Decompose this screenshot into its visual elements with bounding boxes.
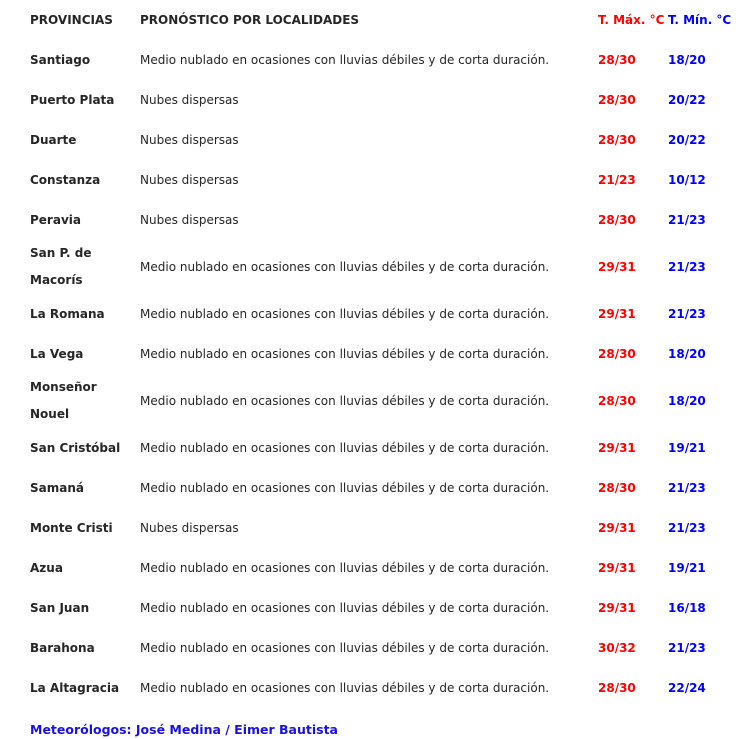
max-temp-value: 29/31 bbox=[598, 521, 636, 535]
forecast-text: Medio nublado en ocasiones con lluvias débiles y de corta duración. bbox=[140, 347, 550, 361]
province-name: Peravia bbox=[30, 212, 81, 227]
table-row bbox=[30, 628, 742, 668]
forecast-text: Medio nublado en ocasiones con lluvias débiles y de corta duración. bbox=[140, 307, 550, 321]
forecast-text: Medio nublado en ocasiones con lluvias débiles y de corta duración. bbox=[140, 561, 550, 575]
province-name: La Vega bbox=[30, 346, 84, 361]
max-temp-value: 29/31 bbox=[598, 260, 636, 274]
forecast-text: Medio nublado en ocasiones con lluvias débiles y de corta duración. bbox=[140, 260, 550, 274]
min-temp-value: 21/23 bbox=[668, 521, 706, 535]
meteorologists-credit: Meteorólogos: José Medina / Eimer Bautista bbox=[30, 722, 338, 737]
min-temp-value: 21/23 bbox=[668, 641, 706, 655]
min-temp-value: 21/23 bbox=[668, 307, 706, 321]
column-header-t-max: T. Máx. °C bbox=[598, 13, 665, 27]
province-name: Duarte bbox=[30, 132, 77, 147]
min-temp-value: 18/20 bbox=[668, 53, 706, 67]
province-name: Monseñor Nouel bbox=[30, 380, 97, 421]
forecast-text: Nubes dispersas bbox=[140, 93, 239, 107]
min-temp-value: 22/24 bbox=[668, 681, 706, 695]
table-row bbox=[30, 548, 742, 588]
max-temp-value: 29/31 bbox=[598, 441, 636, 455]
table-row bbox=[30, 508, 742, 548]
column-header-t-min: T. Mín. °C bbox=[668, 13, 732, 27]
province-name: San P. de Macorís bbox=[30, 246, 92, 287]
forecast-text: Nubes dispersas bbox=[140, 521, 239, 535]
max-temp-value: 28/30 bbox=[598, 93, 636, 107]
province-name: Monte Cristi bbox=[30, 520, 113, 535]
min-temp-value: 20/22 bbox=[668, 93, 706, 107]
table-row bbox=[30, 80, 742, 120]
max-temp-value: 29/31 bbox=[598, 561, 636, 575]
column-header-provincias: PROVINCIAS bbox=[30, 12, 113, 27]
max-temp-value: 29/31 bbox=[598, 601, 636, 615]
forecast-text: Medio nublado en ocasiones con lluvias débiles y de corta duración. bbox=[140, 681, 550, 695]
province-name: Santiago bbox=[30, 52, 91, 67]
max-temp-value: 28/30 bbox=[598, 347, 636, 361]
province-name: Azua bbox=[30, 560, 63, 575]
max-temp-value: 30/32 bbox=[598, 641, 636, 655]
forecast-text: Medio nublado en ocasiones con lluvias débiles y de corta duración. bbox=[140, 53, 550, 67]
min-temp-value: 18/20 bbox=[668, 394, 706, 408]
table-row bbox=[30, 120, 742, 160]
max-temp-value: 28/30 bbox=[598, 53, 636, 67]
forecast-text: Medio nublado en ocasiones con lluvias débiles y de corta duración. bbox=[140, 601, 550, 615]
max-temp-value: 28/30 bbox=[598, 213, 636, 227]
max-temp-value: 28/30 bbox=[598, 133, 636, 147]
min-temp-value: 18/20 bbox=[668, 347, 706, 361]
province-name: La Romana bbox=[30, 306, 105, 321]
min-temp-value: 16/18 bbox=[668, 601, 706, 615]
min-temp-value: 19/21 bbox=[668, 561, 706, 575]
forecast-text: Nubes dispersas bbox=[140, 213, 239, 227]
forecast-text: Medio nublado en ocasiones con lluvias débiles y de corta duración. bbox=[140, 481, 550, 495]
min-temp-value: 21/23 bbox=[668, 213, 706, 227]
table-body bbox=[30, 40, 742, 708]
table-row bbox=[30, 588, 742, 628]
province-name: La Altagracia bbox=[30, 680, 120, 695]
min-temp-value: 20/22 bbox=[668, 133, 706, 147]
forecast-table bbox=[30, 0, 742, 708]
forecast-text: Medio nublado en ocasiones con lluvias débiles y de corta duración. bbox=[140, 394, 550, 408]
forecast-text: Medio nublado en ocasiones con lluvias débiles y de corta duración. bbox=[140, 641, 550, 655]
table-row bbox=[30, 240, 742, 294]
header-row bbox=[30, 0, 742, 40]
table-header bbox=[30, 0, 742, 40]
table-row bbox=[30, 294, 742, 334]
province-name: Samaná bbox=[30, 480, 84, 495]
province-name: Constanza bbox=[30, 172, 101, 187]
forecast-text: Nubes dispersas bbox=[140, 173, 239, 187]
table-row bbox=[30, 200, 742, 240]
table-row bbox=[30, 468, 742, 508]
max-temp-value: 21/23 bbox=[598, 173, 636, 187]
province-name: Puerto Plata bbox=[30, 92, 115, 107]
forecast-text: Medio nublado en ocasiones con lluvias débiles y de corta duración. bbox=[140, 441, 550, 455]
table-row bbox=[30, 668, 742, 708]
max-temp-value: 29/31 bbox=[598, 307, 636, 321]
min-temp-value: 19/21 bbox=[668, 441, 706, 455]
province-name: Barahona bbox=[30, 640, 95, 655]
province-name: San Juan bbox=[30, 600, 90, 615]
min-temp-value: 21/23 bbox=[668, 481, 706, 495]
max-temp-value: 28/30 bbox=[598, 394, 636, 408]
table-row bbox=[30, 160, 742, 200]
column-header-pronostico: PRONÓSTICO POR LOCALIDADES bbox=[140, 13, 360, 27]
table-row bbox=[30, 334, 742, 374]
max-temp-value: 28/30 bbox=[598, 481, 636, 495]
table-row bbox=[30, 374, 742, 428]
max-temp-value: 28/30 bbox=[598, 681, 636, 695]
table-row bbox=[30, 428, 742, 468]
table-row bbox=[30, 40, 742, 80]
province-name: San Cristóbal bbox=[30, 440, 121, 455]
forecast-text: Nubes dispersas bbox=[140, 133, 239, 147]
min-temp-value: 10/12 bbox=[668, 173, 706, 187]
min-temp-value: 21/23 bbox=[668, 260, 706, 274]
